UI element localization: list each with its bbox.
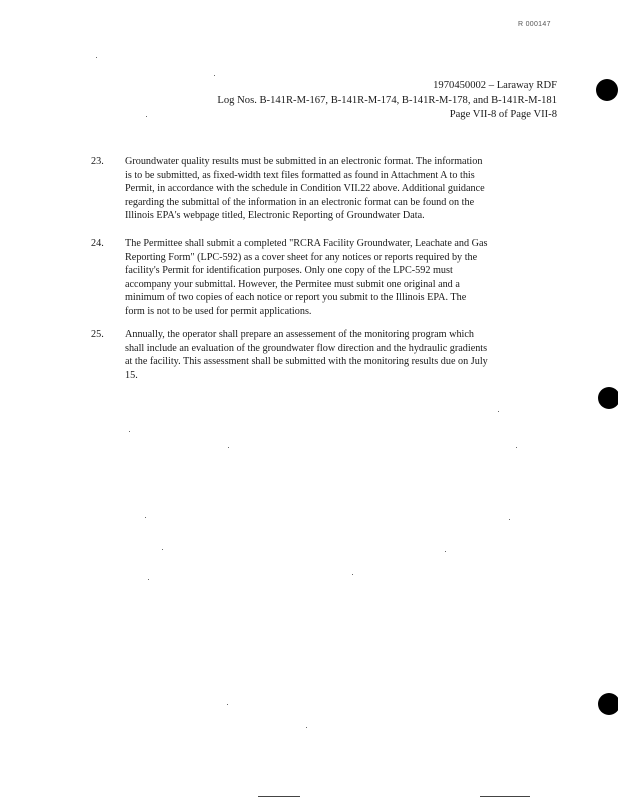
- item-number: 25.: [91, 329, 104, 340]
- page-header: [217, 79, 557, 123]
- scan-speck: [228, 447, 229, 448]
- scan-speck: [145, 517, 146, 518]
- item-text: [125, 155, 561, 223]
- text-line: form is not to be used for permit applications.: [125, 305, 312, 317]
- header-log-numbers: Log Nos. B-141R-M-167, B-141R-M-174, B-141R-M-178, and B-141R-M-181: [217, 94, 557, 106]
- text-line: accompany your submittal. However, the Permitee must submit one original and a: [125, 278, 460, 290]
- text-line: The Permittee shall submit a completed "RCRA Facility Groundwater, Leachate and Gas: [125, 238, 488, 249]
- scan-speck: [516, 447, 517, 448]
- text-line: shall include an evaluation of the groundwater flow direction and the hydraulic gradients: [125, 342, 488, 354]
- scan-speck: [227, 704, 228, 705]
- text-line: regarding the submittal of the information in an electronic format can be found on the: [125, 196, 475, 208]
- bates-stamp: R 000147: [518, 21, 551, 28]
- scan-speck: [498, 411, 499, 412]
- text-line: minimum of two copies of each notice or report you submit to the Illinois EPA. The: [125, 292, 467, 304]
- text-line: at the facility. This assessment shall be submitted with the monitoring results due on July: [125, 356, 488, 368]
- scan-speck: [146, 116, 147, 117]
- text-line: 15.: [125, 369, 138, 381]
- scan-speck: [509, 519, 510, 520]
- scan-speck: [214, 75, 215, 76]
- scan-speck: [129, 431, 130, 432]
- text-line: is to be submitted, as fixed-width text files formatted as found in Attachment A to this: [125, 169, 475, 181]
- punch-hole-middle: [598, 387, 618, 409]
- header-page-number: Page VII-8 of Page VII-8: [449, 109, 557, 121]
- scan-speck: [162, 549, 163, 550]
- scan-speck: [352, 574, 353, 575]
- text-line: Permit, in accordance with the schedule in Condition VII.22 above. Additional guidance: [125, 183, 485, 195]
- item-text: [125, 328, 561, 382]
- text-line: facility's Permit for identification purposes. Only one copy of the LPC-592 must: [125, 265, 453, 277]
- scan-speck: [445, 551, 446, 552]
- punch-hole-bottom: [598, 693, 618, 715]
- bottom-scan-mark: [480, 796, 530, 797]
- scan-speck: [148, 579, 149, 580]
- item-number: 23.: [91, 156, 104, 167]
- header-facility-id: 1970450002 – Laraway RDF: [433, 80, 557, 91]
- item-text: [125, 237, 561, 319]
- bottom-scan-mark: [258, 796, 300, 797]
- punch-hole-top: [596, 79, 618, 101]
- text-line: Illinois EPA's webpage titled, Electronic Reporting of Groundwater Data.: [125, 210, 425, 222]
- text-line: Reporting Form" (LPC-592) as a cover sheet for any notices or reports required by the: [125, 251, 478, 263]
- scan-speck: [306, 727, 307, 728]
- text-line: Groundwater quality results must be submitted in an electronic format. The information: [125, 156, 483, 167]
- item-number: 24.: [91, 238, 104, 249]
- scan-speck: [96, 57, 97, 58]
- text-line: Annually, the operator shall prepare an assessement of the monitoring program which: [125, 329, 475, 340]
